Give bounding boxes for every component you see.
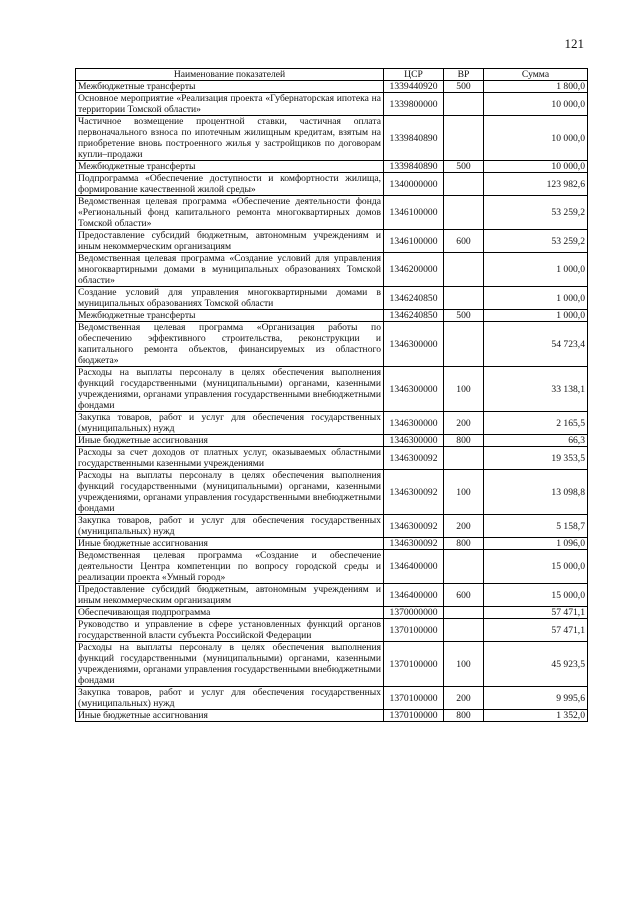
cell-vr <box>444 447 484 470</box>
table-row <box>76 447 588 470</box>
cell-sum: 1 000,0 <box>484 310 588 322</box>
cell-csr: 1346200000 <box>384 253 444 287</box>
cell-csr: 1339800000 <box>384 93 444 116</box>
cell-csr: 1346100000 <box>384 196 444 230</box>
cell-name: Закупка товаров, работ и услуг для обеспечения государственных (муниципальных) нужд <box>76 515 384 538</box>
table-row <box>76 515 588 538</box>
cell-sum: 19 353,5 <box>484 447 588 470</box>
cell-sum: 57 471,1 <box>484 619 588 642</box>
table-row <box>76 550 588 584</box>
table-row <box>76 687 588 710</box>
cell-vr: 100 <box>444 470 484 515</box>
cell-vr: 200 <box>444 687 484 710</box>
cell-vr <box>444 253 484 287</box>
header-sum: Сумма <box>484 69 588 81</box>
cell-sum: 10 000,0 <box>484 93 588 116</box>
cell-csr: 1370000000 <box>384 607 444 619</box>
cell-sum: 9 995,6 <box>484 687 588 710</box>
cell-vr <box>444 322 484 367</box>
cell-vr <box>444 550 484 584</box>
cell-csr: 1346300092 <box>384 470 444 515</box>
cell-csr: 1339840890 <box>384 161 444 173</box>
table-row <box>76 607 588 619</box>
cell-csr: 1370100000 <box>384 687 444 710</box>
table-row <box>76 116 588 161</box>
cell-sum: 45 923,5 <box>484 642 588 687</box>
table-row <box>76 322 588 367</box>
header-csr: ЦСР <box>384 69 444 81</box>
table-row <box>76 619 588 642</box>
cell-vr <box>444 619 484 642</box>
cell-sum: 66,3 <box>484 435 588 447</box>
table-row <box>76 710 588 722</box>
cell-csr: 1346400000 <box>384 550 444 584</box>
cell-name: Межбюджетные трансферты <box>76 310 384 322</box>
table-row <box>76 642 588 687</box>
table-row <box>76 412 588 435</box>
cell-csr: 1370100000 <box>384 642 444 687</box>
cell-name: Создание условий для управления многоквартирными домами в муниципальных образованиях Томской области <box>76 287 384 310</box>
cell-name: Закупка товаров, работ и услуг для обеспечения государственных (муниципальных) нужд <box>76 412 384 435</box>
cell-name: Иные бюджетные ассигнования <box>76 435 384 447</box>
table-row <box>76 584 588 607</box>
table-body <box>76 81 588 722</box>
cell-name: Расходы за счет доходов от платных услуг, оказываемых областными государственными казенными учреждениями <box>76 447 384 470</box>
cell-csr: 1346300092 <box>384 515 444 538</box>
cell-vr: 600 <box>444 230 484 253</box>
cell-sum: 33 138,1 <box>484 367 588 412</box>
cell-name: Частичное возмещение процентной ставки, частичная оплата первоначального взноса по ипотечным жилищным кредитам, взятым на приобретение вновь построенного жилья у застройщиков по договорам купли–продажи <box>76 116 384 161</box>
cell-vr: 800 <box>444 710 484 722</box>
cell-vr <box>444 607 484 619</box>
cell-name: Руководство и управление в сфере установленных функций органов государственной власти субъекта Российской Федерации <box>76 619 384 642</box>
cell-vr <box>444 116 484 161</box>
cell-vr: 100 <box>444 367 484 412</box>
cell-csr: 1339840890 <box>384 116 444 161</box>
cell-name: Иные бюджетные ассигнования <box>76 710 384 722</box>
cell-vr: 200 <box>444 412 484 435</box>
cell-sum: 123 982,6 <box>484 173 588 196</box>
cell-name: Иные бюджетные ассигнования <box>76 538 384 550</box>
table-row <box>76 367 588 412</box>
cell-csr: 1346300000 <box>384 322 444 367</box>
cell-sum: 10 000,0 <box>484 161 588 173</box>
cell-csr: 1370100000 <box>384 619 444 642</box>
table-row <box>76 253 588 287</box>
table-row <box>76 81 588 93</box>
cell-csr: 1346300000 <box>384 367 444 412</box>
table-row <box>76 196 588 230</box>
cell-sum: 2 165,5 <box>484 412 588 435</box>
table-row <box>76 93 588 116</box>
table-row <box>76 161 588 173</box>
cell-csr: 1346240850 <box>384 310 444 322</box>
cell-name: Закупка товаров, работ и услуг для обеспечения государственных (муниципальных) нужд <box>76 687 384 710</box>
cell-name: Ведомственная целевая программа «Организация работы по обеспечению эффективного строительства, реконструкции и капитального ремонта объектов, финансируемых из областного бюджета» <box>76 322 384 367</box>
table-row <box>76 310 588 322</box>
page-number: 121 <box>564 36 584 51</box>
cell-sum: 57 471,1 <box>484 607 588 619</box>
table-row <box>76 230 588 253</box>
cell-csr: 1346300092 <box>384 538 444 550</box>
cell-vr <box>444 173 484 196</box>
cell-vr: 200 <box>444 515 484 538</box>
cell-vr: 100 <box>444 642 484 687</box>
cell-csr: 1346300000 <box>384 412 444 435</box>
cell-name: Межбюджетные трансферты <box>76 161 384 173</box>
cell-sum: 15 000,0 <box>484 584 588 607</box>
cell-sum: 1 352,0 <box>484 710 588 722</box>
table-row <box>76 538 588 550</box>
header-vr: ВР <box>444 69 484 81</box>
cell-name: Подпрограмма «Обеспечение доступности и комфортности жилища, формирование качественной жилой среды» <box>76 173 384 196</box>
table-row <box>76 287 588 310</box>
table-row <box>76 173 588 196</box>
cell-csr: 1346400000 <box>384 584 444 607</box>
cell-sum: 10 000,0 <box>484 116 588 161</box>
cell-sum: 1 000,0 <box>484 253 588 287</box>
cell-vr <box>444 93 484 116</box>
cell-name: Расходы на выплаты персоналу в целях обеспечения выполнения функций государственными (муниципальными) органами, казенными учреждениями, органами управления государственными внебюджетными фондами <box>76 470 384 515</box>
cell-sum: 53 259,2 <box>484 196 588 230</box>
cell-name: Основное мероприятие «Реализация проекта «Губернаторская ипотека на территории Томской области» <box>76 93 384 116</box>
table-row <box>76 435 588 447</box>
cell-sum: 15 000,0 <box>484 550 588 584</box>
cell-name: Предоставление субсидий бюджетным, автономным учреждениям и иным некоммерческим организациям <box>76 230 384 253</box>
cell-sum: 5 158,7 <box>484 515 588 538</box>
cell-csr: 1346300000 <box>384 435 444 447</box>
cell-name: Ведомственная целевая программа «Создание и обеспечение деятельности Центра компетенции по вопросу городской среды и реализации проекта «Умный город» <box>76 550 384 584</box>
cell-vr <box>444 196 484 230</box>
cell-name: Обеспечивающая подпрограмма <box>76 607 384 619</box>
cell-vr: 800 <box>444 435 484 447</box>
table-header-row <box>76 69 588 81</box>
cell-sum: 1 800,0 <box>484 81 588 93</box>
cell-name: Ведомственная целевая программа «Создание условий для управления многоквартирными домами в муниципальных образованиях Томской области» <box>76 253 384 287</box>
cell-csr: 1340000000 <box>384 173 444 196</box>
table-row <box>76 470 588 515</box>
cell-name: Расходы на выплаты персоналу в целях обеспечения выполнения функций государственными (муниципальными) органами, казенными учреждениями, органами управления государственными внебюджетными фондами <box>76 367 384 412</box>
cell-name: Расходы на выплаты персоналу в целях обеспечения выполнения функций государственными (муниципальными) органами, казенными учреждениями, органами управления государственными внебюджетными фондами <box>76 642 384 687</box>
cell-csr: 1370100000 <box>384 710 444 722</box>
cell-sum: 13 098,8 <box>484 470 588 515</box>
cell-name: Предоставление субсидий бюджетным, автономным учреждениям и иным некоммерческим организациям <box>76 584 384 607</box>
cell-vr: 500 <box>444 310 484 322</box>
header-name: Наименование показателей <box>76 69 384 81</box>
cell-vr <box>444 287 484 310</box>
cell-sum: 1 096,0 <box>484 538 588 550</box>
cell-vr: 600 <box>444 584 484 607</box>
cell-sum: 1 000,0 <box>484 287 588 310</box>
cell-vr: 500 <box>444 81 484 93</box>
cell-csr: 1339440920 <box>384 81 444 93</box>
cell-sum: 54 723,4 <box>484 322 588 367</box>
cell-csr: 1346300092 <box>384 447 444 470</box>
cell-name: Ведомственная целевая программа «Обеспечение деятельности фонда «Региональный фонд капитального ремонта многоквартирных домов Томской области» <box>76 196 384 230</box>
cell-vr: 500 <box>444 161 484 173</box>
cell-vr: 800 <box>444 538 484 550</box>
cell-csr: 1346240850 <box>384 287 444 310</box>
cell-sum: 53 259,2 <box>484 230 588 253</box>
cell-name: Межбюджетные трансферты <box>76 81 384 93</box>
budget-table <box>75 68 588 722</box>
cell-csr: 1346100000 <box>384 230 444 253</box>
